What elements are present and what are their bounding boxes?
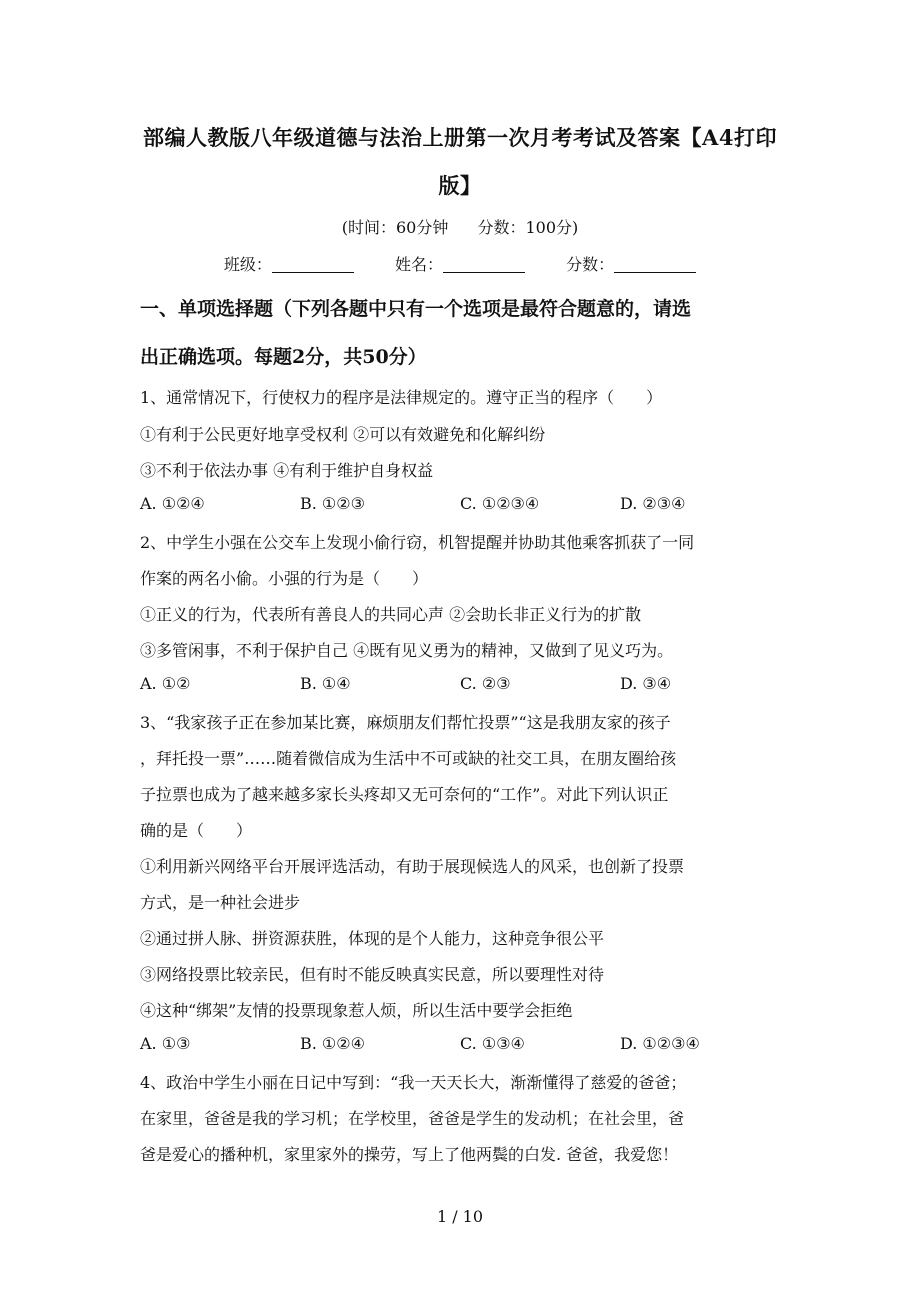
section-heading-line2: 出正确选项。每题2分，共50分） bbox=[140, 346, 427, 368]
q2-option-c: C. ②③ bbox=[460, 674, 511, 693]
q2-stem-line1: 2、中学生小强在公交车上发现小偷行窃，机智提醒并协助其他乘客抓获了一同 bbox=[140, 533, 695, 552]
q3-option-c: C. ①③④ bbox=[460, 1034, 525, 1053]
section-heading-line1: 一、单项选择题（下列各题中只有一个选项是最符合题意的，请选 bbox=[140, 298, 692, 320]
q3-stem-line2: ，拜托投一票”……随着微信成为生活中不可或缺的社交工具，在朋友圈给孩 bbox=[140, 749, 677, 768]
q3-option-b: B. ①②④ bbox=[300, 1034, 365, 1053]
class-field bbox=[224, 252, 354, 275]
q4-stem-line2: 在家里，爸爸是我的学习机；在学校里，爸爸是学生的发动机；在社会里，爸 bbox=[140, 1109, 685, 1128]
q3-option-a: A. ①③ bbox=[140, 1034, 191, 1053]
q3-statement-1a: ①利用新兴网络平台开展评选活动，有助于展现候选人的风采，也创新了投票 bbox=[140, 857, 685, 876]
q1-statement-2: ③不利于依法办事 ④有利于维护自身权益 bbox=[140, 461, 434, 480]
student-info-line bbox=[0, 252, 920, 275]
q2-option-b: B. ①④ bbox=[300, 674, 351, 693]
q1-stem: 1、通常情况下，行使权力的程序是法律规定的。遵守正当的程序（ ） bbox=[140, 388, 663, 407]
score-label: 分数： bbox=[566, 255, 615, 274]
time-label: (时间：60分钟 bbox=[341, 218, 449, 237]
q3-statement-4: ④这种“绑架”友情的投票现象惹人烦，所以生活中要学会拒绝 bbox=[140, 1001, 573, 1020]
q3-option-d: D. ①②③④ bbox=[620, 1034, 700, 1053]
q1-option-c: C. ①②③④ bbox=[460, 494, 540, 513]
q1-statement-1: ①有利于公民更好地享受权利 ②可以有效避免和化解纠纷 bbox=[140, 425, 546, 444]
q2-statement-1: ①正义的行为，代表所有善良人的共同心声 ②会助长非正义行为的扩散 bbox=[140, 605, 642, 624]
score-field bbox=[566, 252, 696, 275]
q3-stem-line4: 确的是（ ） bbox=[140, 821, 253, 840]
q3-statement-3: ③网络投票比较亲民，但有时不能反映真实民意，所以要理性对待 bbox=[140, 965, 605, 984]
class-blank bbox=[272, 256, 354, 273]
q1-option-b: B. ①②③ bbox=[300, 494, 365, 513]
exam-title-line2: 版】 bbox=[438, 173, 482, 198]
name-label: 姓名： bbox=[394, 255, 443, 274]
q3-statement-1b: 方式，是一种社会进步 bbox=[140, 893, 301, 912]
name-field bbox=[395, 252, 525, 275]
page-number: 1 / 10 bbox=[436, 1207, 484, 1226]
class-label: 班级： bbox=[223, 255, 272, 274]
q2-statement-2: ③多管闲事，不利于保护自己 ④既有见义勇为的精神，又做到了见义巧为。 bbox=[140, 641, 674, 660]
q2-option-d: D. ③④ bbox=[620, 674, 672, 693]
q4-stem-line1: 4、政治中学生小丽在日记中写到：“我一天天长大，渐渐懂得了慈爱的爸爸； bbox=[140, 1073, 687, 1092]
q3-options bbox=[140, 1034, 780, 1053]
score-blank bbox=[614, 256, 696, 273]
q1-option-a: A. ①②④ bbox=[140, 494, 205, 513]
q2-options bbox=[140, 674, 780, 693]
q4-stem-line3: 爸是爱心的播种机，家里家外的操劳，写上了他两鬓的白发. 爸爸，我爱您！ bbox=[140, 1145, 679, 1164]
q3-statement-2: ②通过拼人脉、拼资源获胜，体现的是个人能力，这种竞争很公平 bbox=[140, 929, 605, 948]
q2-stem-line2: 作案的两名小偷。小强的行为是（ ） bbox=[140, 569, 429, 588]
q1-option-d: D. ②③④ bbox=[620, 494, 686, 513]
q3-stem-line3: 子拉票也成为了越来越多家长头疼却又无可奈何的“工作”。对此下列认识正 bbox=[140, 785, 669, 804]
name-blank bbox=[443, 256, 525, 273]
total-score-label: 分数：100分) bbox=[477, 218, 579, 237]
q3-stem-line1: 3、“我家孩子正在参加某比赛，麻烦朋友们帮忙投票”“这是我朋友家的孩子 bbox=[140, 713, 671, 732]
exam-title-line1: 部编人教版八年级道德与法治上册第一次月考考试及答案【A4打印 bbox=[143, 125, 777, 150]
q1-options bbox=[140, 494, 780, 513]
exam-time-score bbox=[0, 215, 920, 238]
q2-option-a: A. ①② bbox=[140, 674, 191, 693]
